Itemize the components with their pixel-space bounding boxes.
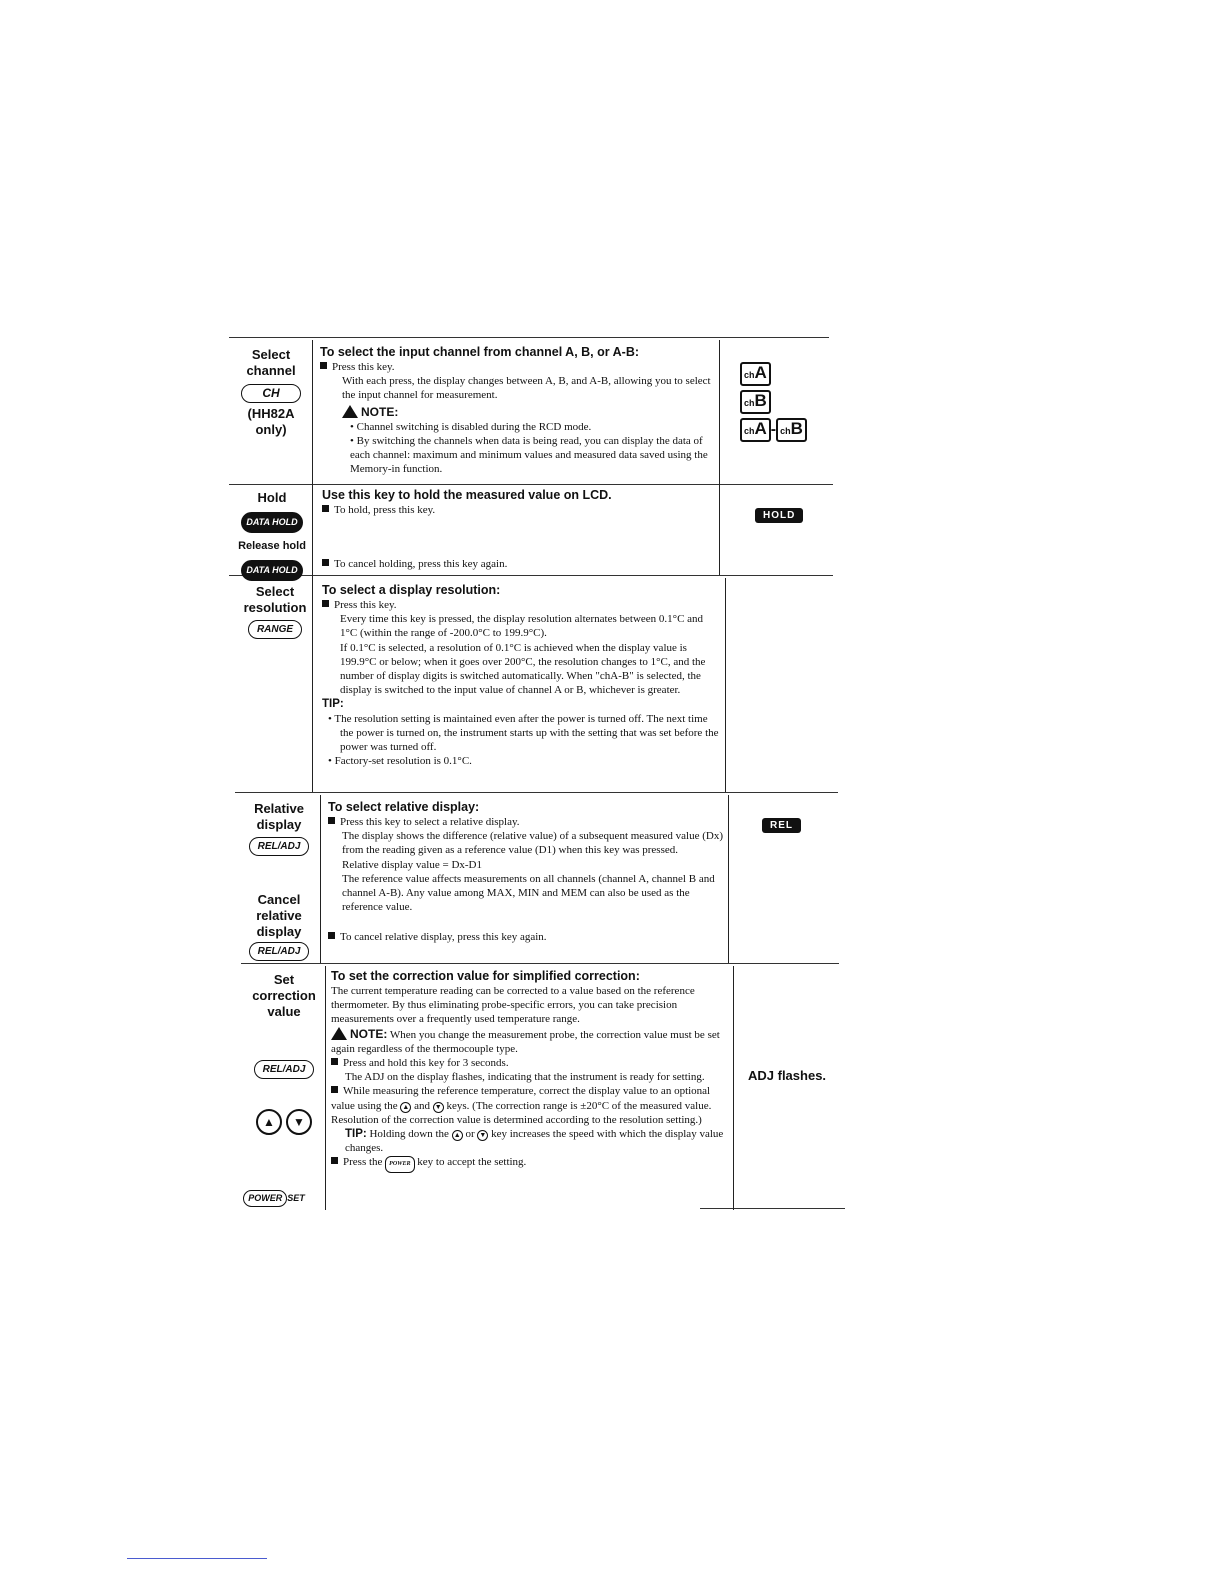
relative-key-label: Relative display (254, 801, 304, 832)
bullet-square-icon (331, 1058, 338, 1065)
channel-key-note: (HH82A only) (247, 406, 295, 437)
correction-bullet-3b: key to accept the setting. (417, 1156, 527, 1169)
correction-tip-b: or (465, 1128, 475, 1141)
divider-lcd-4 (733, 966, 734, 1210)
correction-text-2: The ADJ on the display flashes, indicating that the instrument is ready for setting. (345, 1071, 705, 1084)
range-key-button[interactable]: RANGE (248, 620, 302, 639)
lcd-ch-b-icon: chB (740, 390, 771, 414)
hold-key-column (232, 490, 312, 581)
rel-adj-key-button[interactable]: REL/ADJ (249, 837, 310, 856)
correction-tip-label: TIP: (345, 1128, 367, 1141)
divider-lcd-3 (728, 795, 729, 963)
bullet-square-icon (322, 505, 329, 512)
channel-key-label: Select channel (246, 347, 296, 378)
relative-key-column (240, 801, 318, 961)
bullet-square-icon (328, 932, 335, 939)
relative-bullet-1: Press this key to select a relative display. (340, 816, 520, 828)
channel-bullet: Press this key. (332, 361, 395, 373)
hold-description (322, 488, 717, 571)
lcd-ch-a-b-icon: chA - chB (740, 418, 830, 442)
resolution-tip-2: Factory-set resolution is 0.1°C. (334, 755, 472, 768)
correction-bullet-2a: While measuring the reference temperature, correct the display value to an optional value using the (331, 1085, 711, 1112)
divider-lcd (719, 340, 720, 575)
correction-note-1: When you change the measurement probe, the correction value must be set again regardless of the thermocouple type. (331, 1028, 720, 1055)
resolution-text-2: If 0.1°C is selected, a resolution of 0.1°C is achieved when the display value is 199.9°C or below; when it goes over 200°C, the resolution changes to 1°C, and the number of display digits is switched automatically. When "chA-B" is selected, the display is switched to the input value of channel A or B, whichever is greater. (340, 641, 706, 697)
footer-rule (127, 1558, 267, 1559)
correction-bullet-2c: keys. (The correction range is ±20°C of the measured value. Resolution of the correction value is determined according to the resolution setting.) (331, 1099, 712, 1126)
data-hold-release-key-button[interactable]: DATA HOLD (241, 560, 302, 581)
correction-description (331, 969, 729, 1173)
channel-key-column (236, 347, 306, 438)
channel-description: To select the input channel from channel A, B, or A-B: Press this key. With each press, the display changes between A, B, and A-B, allowing you to select the input channel for measurement. NOTE: • Channel switching is disabled during the RCD mode. • By switching the channels when data is being read, you can display the data of each channel: maximum and minimum values and measured data saved using the Memory-in function. (320, 345, 715, 477)
divider-key (312, 340, 313, 792)
up-arrow-icon: ▲ (400, 1102, 411, 1113)
correction-heading: To set the correction value for simplified correction: (331, 969, 640, 983)
relative-bullet-2: To cancel relative display, press this key again. (340, 931, 547, 944)
correction-tip-a: Holding down the (369, 1128, 449, 1141)
rule-hold (229, 484, 833, 485)
rel-adj-cancel-key-button[interactable]: REL/ADJ (249, 942, 310, 961)
relative-lcd-column (762, 815, 801, 833)
correction-text-1: The current temperature reading can be corrected to a value based on the reference thermometer. By thus eliminating probe-specific errors, you can take precision measurements over a frequently used temperature range. (331, 985, 695, 1026)
lcd-hold-indicator: HOLD (755, 508, 803, 523)
ch-key-button[interactable]: CH (241, 384, 300, 403)
resolution-heading: To select a display resolution: (322, 583, 501, 597)
rule-correction (241, 963, 839, 964)
divider-key-2 (320, 795, 321, 963)
hold-heading: Use this key to hold the measured value on LCD. (322, 488, 612, 502)
resolution-tip-label: TIP: (322, 698, 344, 711)
cancel-relative-label: Cancel relative display (256, 892, 302, 939)
relative-heading: To select relative display: (328, 800, 480, 814)
warning-icon (342, 405, 358, 418)
correction-tip-c: key increases the speed with which the display value changes. (345, 1128, 724, 1155)
correction-lcd-column (748, 1068, 826, 1083)
down-arrow-icon: ▼ (433, 1102, 444, 1113)
correction-key-column (244, 972, 324, 1207)
correction-bullet-2b: and (414, 1099, 430, 1112)
correction-bullet-3a: Press the (343, 1156, 383, 1169)
hold-bullet-2: To cancel holding, press this key again. (334, 558, 508, 571)
divider-key-3 (325, 966, 326, 1210)
resolution-tip-1: The resolution setting is maintained even after the power is turned off. The next time the power is turned on, the instrument starts up with the setting that was set before the power was turned off. (334, 712, 719, 754)
correction-bullet-1: Press and hold this key for 3 seconds. (343, 1057, 509, 1070)
divider-lcd-2 (725, 578, 726, 792)
bullet-square-icon (328, 817, 335, 824)
warning-icon (331, 1027, 347, 1040)
release-hold-label: Release hold (238, 540, 306, 552)
channel-note-2: By switching the channels when data is being read, you can display the data of each channel: maximum and minimum values and measured data saved using the Memory-in function. (350, 435, 708, 476)
bullet-square-icon (320, 362, 327, 369)
hold-bullet-1: To hold, press this key. (334, 504, 436, 516)
correction-key-label: Set correction value (252, 972, 316, 1019)
channel-lcd-column (740, 362, 830, 442)
rule-bottom (700, 1208, 845, 1209)
down-arrow-key-icon[interactable]: ▼ (286, 1109, 312, 1135)
adj-flashes-label: ADJ flashes. (748, 1068, 827, 1083)
hold-lcd-column (755, 505, 803, 523)
up-arrow-icon: ▲ (452, 1130, 463, 1141)
channel-note-1: Channel switching is disabled during the RCD mode. (356, 420, 592, 433)
resolution-key-label: Select resolution (243, 584, 307, 615)
rule-relative (235, 792, 838, 793)
up-arrow-key-icon[interactable]: ▲ (256, 1109, 282, 1135)
relative-text-2: Relative display value = Dx-D1 (342, 858, 483, 871)
rule-top (229, 337, 829, 338)
bullet-square-icon (331, 1157, 338, 1164)
relative-description (328, 800, 724, 945)
channel-note-label: NOTE: (361, 404, 399, 419)
channel-text: With each press, the display changes between A, B, and A-B, allowing you to select the input channel for measurement. (342, 375, 711, 402)
power-set-mini-key-icon: POWER (385, 1156, 414, 1172)
resolution-bullet: Press this key. (334, 599, 397, 611)
resolution-text-1: Every time this key is pressed, the display resolution alternates between 0.1°C and 1°C (within the range of -200.0°C to 199.9°C). (340, 613, 704, 640)
resolution-description: To select a display resolution: Press this key. Every time this key is pressed, the display resolution alternates between 0.1°C and 1°C (within the range of -200.0°C to 199.9°C). If 0.1°C is selected, a resolution of 0.1°C is achieved when the display value is 199.9°C or below; when it goes over 200°C, the resolution changes to 1°C, and the number of display digits is switched automatically. When "chA-B" is selected, the display is switched to the input value of channel A or B, whichever is greater. TIP: • The resolution setting is maintained even after the power is turned off. The next time the power is turned on, the instrument starts up with the setting that was set before the power was turned off. • Factory-set resolution is 0.1°C. (322, 583, 719, 768)
down-arrow-icon: ▼ (477, 1130, 488, 1141)
lcd-ch-a-icon: chA (740, 362, 771, 386)
channel-heading: To select the input channel from channel A, B, or A-B: (320, 345, 640, 359)
data-hold-key-button[interactable]: DATA HOLD (241, 512, 302, 533)
lcd-rel-indicator: REL (762, 818, 801, 833)
resolution-key-column (236, 584, 314, 639)
rel-adj-set-key-button[interactable]: REL/ADJ (254, 1060, 315, 1079)
bullet-square-icon (322, 559, 329, 566)
bullet-square-icon (322, 600, 329, 607)
power-set-suffix: SET (287, 1193, 305, 1203)
power-set-key-button[interactable]: POWER (243, 1190, 287, 1207)
correction-note-label: NOTE: (350, 1026, 388, 1041)
relative-text-3: The reference value affects measurements on all channels (channel A, channel B and channel A-B). Any value among MAX, MIN and MEM can also be used as the reference value. (342, 872, 715, 914)
hold-key-label: Hold (257, 490, 287, 505)
rule-resolution (229, 575, 833, 576)
bullet-square-icon (331, 1086, 338, 1093)
relative-text-1: The display shows the difference (relative value) of a subsequent measured value (Dx) from the reading given as a reference value (D1) when this key was pressed. (342, 830, 723, 857)
